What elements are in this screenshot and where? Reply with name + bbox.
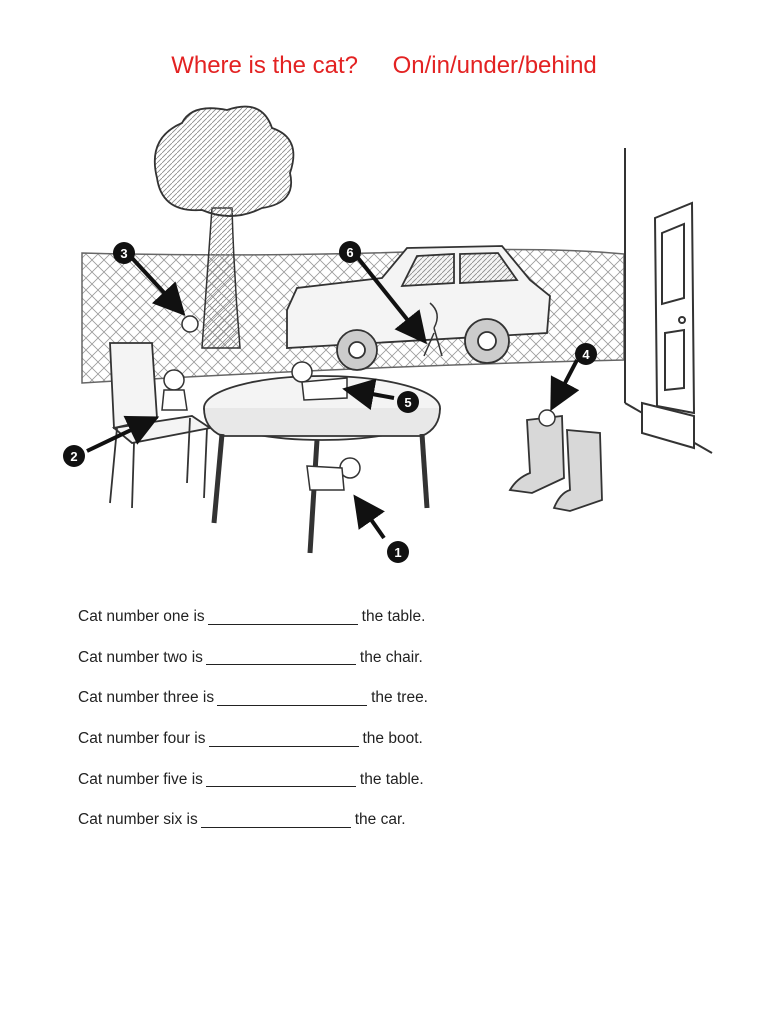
sentence-start: Cat number one is <box>78 608 205 626</box>
marker-3-label: 3 <box>120 246 128 261</box>
sentence-row <box>78 638 598 679</box>
sentence-end: the table. <box>361 608 426 626</box>
sentence-start: Cat number five is <box>78 770 203 788</box>
house-wall <box>625 148 712 453</box>
answer-blank[interactable] <box>209 732 359 747</box>
marker-6-label: 6 <box>346 245 354 260</box>
cat-on-chair <box>162 370 187 410</box>
marker-5-label: 5 <box>404 395 412 410</box>
answer-blank[interactable] <box>206 650 356 665</box>
sentence-row <box>78 759 598 800</box>
answer-blank[interactable] <box>208 610 358 625</box>
sentence-end: the chair. <box>359 648 423 666</box>
cat-scene-illustration <box>62 98 720 570</box>
cat-in-boot <box>539 410 555 426</box>
sentence-row <box>78 597 598 638</box>
marker-3 <box>113 242 135 264</box>
answer-blank[interactable] <box>217 691 367 706</box>
cat-behind-tree <box>182 316 198 332</box>
sentence-start: Cat number three is <box>78 689 215 707</box>
marker-2-label: 2 <box>70 449 78 464</box>
sentence-start: Cat number four is <box>78 730 206 748</box>
sentence-start: Cat number two is <box>78 648 203 666</box>
sentence-row <box>78 800 598 841</box>
title-question: Where is the cat? <box>171 52 358 79</box>
marker-4-label: 4 <box>582 347 590 362</box>
marker-2 <box>63 445 85 467</box>
sentence-end: the table. <box>359 770 424 788</box>
marker-4 <box>575 343 597 365</box>
door <box>642 203 694 448</box>
sentence-end: the tree. <box>371 689 428 707</box>
title-options: On/in/under/behind <box>392 52 597 79</box>
sentence-start: Cat number six is <box>78 811 198 829</box>
fill-in-sentences <box>78 597 598 841</box>
sentence-row <box>78 719 598 760</box>
worksheet-title <box>0 52 768 80</box>
marker-6 <box>339 241 361 263</box>
answer-blank[interactable] <box>206 772 356 787</box>
marker-1-label: 1 <box>394 545 402 560</box>
sentence-row <box>78 678 598 719</box>
boots <box>510 416 602 511</box>
sentence-end: the boot. <box>362 730 423 748</box>
sentence-end: the car. <box>354 811 406 829</box>
marker-5 <box>397 391 419 413</box>
answer-blank[interactable] <box>201 813 351 828</box>
marker-1 <box>387 541 409 563</box>
